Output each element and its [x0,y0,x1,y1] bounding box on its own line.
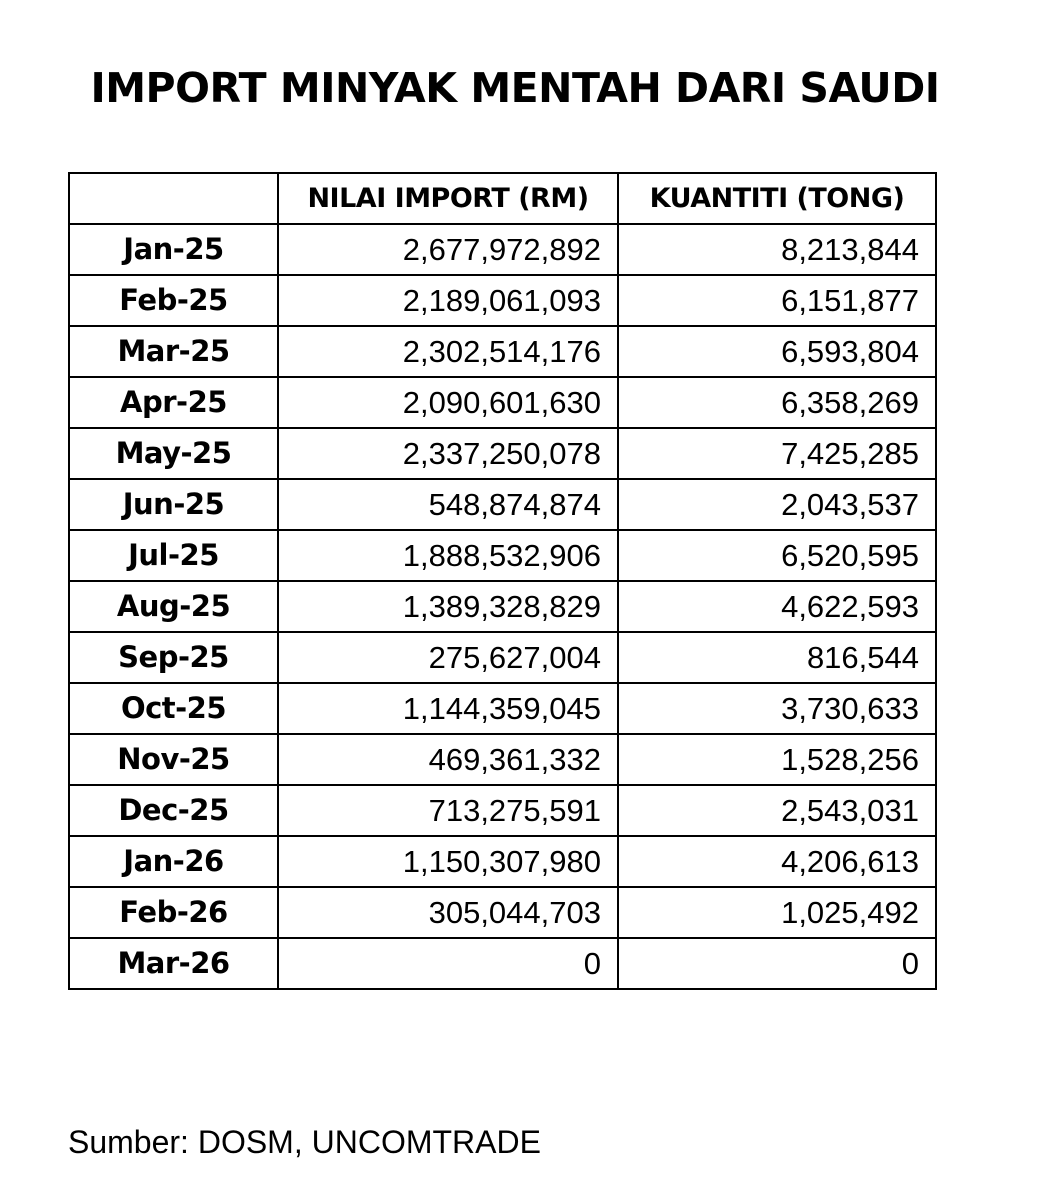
import-value-cell: 1,389,328,829 [278,581,618,632]
month-cell: Nov-25 [69,734,278,785]
table-body [69,224,936,989]
import-value-cell: 1,150,307,980 [278,836,618,887]
month-cell: Feb-26 [69,887,278,938]
month-cell: Jan-26 [69,836,278,887]
table-row [69,887,936,938]
quantity-cell: 6,358,269 [618,377,936,428]
table-row [69,683,936,734]
import-value-cell: 2,677,972,892 [278,224,618,275]
table-row [69,734,936,785]
month-cell: Apr-25 [69,377,278,428]
import-value-cell: 2,337,250,078 [278,428,618,479]
month-cell: Mar-25 [69,326,278,377]
quantity-cell: 6,593,804 [618,326,936,377]
quantity-cell: 2,543,031 [618,785,936,836]
table-row [69,836,936,887]
month-cell: Oct-25 [69,683,278,734]
import-value-cell: 2,302,514,176 [278,326,618,377]
source-note: Sumber: DOSM, UNCOMTRADE [68,1124,541,1160]
import-value-cell: 1,144,359,045 [278,683,618,734]
table-row [69,632,936,683]
page-title: IMPORT MINYAK MENTAH DARI SAUDI [90,64,940,112]
header-import-value: NILAI IMPORT (RM) [278,173,618,224]
quantity-cell: 6,151,877 [618,275,936,326]
header-quantity: KUANTITI (TONG) [618,173,936,224]
table-row [69,479,936,530]
month-cell: Sep-25 [69,632,278,683]
header-month [69,173,278,224]
quantity-cell: 4,206,613 [618,836,936,887]
month-cell: Dec-25 [69,785,278,836]
table-row [69,938,936,989]
table-row [69,428,936,479]
quantity-cell: 2,043,537 [618,479,936,530]
month-cell: Jan-25 [69,224,278,275]
header-row [69,173,936,224]
import-value-cell: 469,361,332 [278,734,618,785]
table-row [69,275,936,326]
quantity-cell: 7,425,285 [618,428,936,479]
table-row [69,785,936,836]
month-cell: Mar-26 [69,938,278,989]
month-cell: Aug-25 [69,581,278,632]
import-value-cell: 1,888,532,906 [278,530,618,581]
import-value-cell: 0 [278,938,618,989]
table-row [69,377,936,428]
quantity-cell: 8,213,844 [618,224,936,275]
quantity-cell: 816,544 [618,632,936,683]
quantity-cell: 6,520,595 [618,530,936,581]
month-cell: May-25 [69,428,278,479]
quantity-cell: 1,528,256 [618,734,936,785]
import-value-cell: 305,044,703 [278,887,618,938]
month-cell: Jul-25 [69,530,278,581]
import-value-cell: 2,090,601,630 [278,377,618,428]
import-value-cell: 713,275,591 [278,785,618,836]
import-value-cell: 275,627,004 [278,632,618,683]
quantity-cell: 1,025,492 [618,887,936,938]
import-value-cell: 2,189,061,093 [278,275,618,326]
table-header [69,173,936,224]
import-value-cell: 548,874,874 [278,479,618,530]
quantity-cell: 3,730,633 [618,683,936,734]
table-row [69,581,936,632]
quantity-cell: 0 [618,938,936,989]
quantity-cell: 4,622,593 [618,581,936,632]
table-row [69,530,936,581]
import-table [68,172,937,990]
table-row [69,326,936,377]
table-row [69,224,936,275]
month-cell: Jun-25 [69,479,278,530]
month-cell: Feb-25 [69,275,278,326]
